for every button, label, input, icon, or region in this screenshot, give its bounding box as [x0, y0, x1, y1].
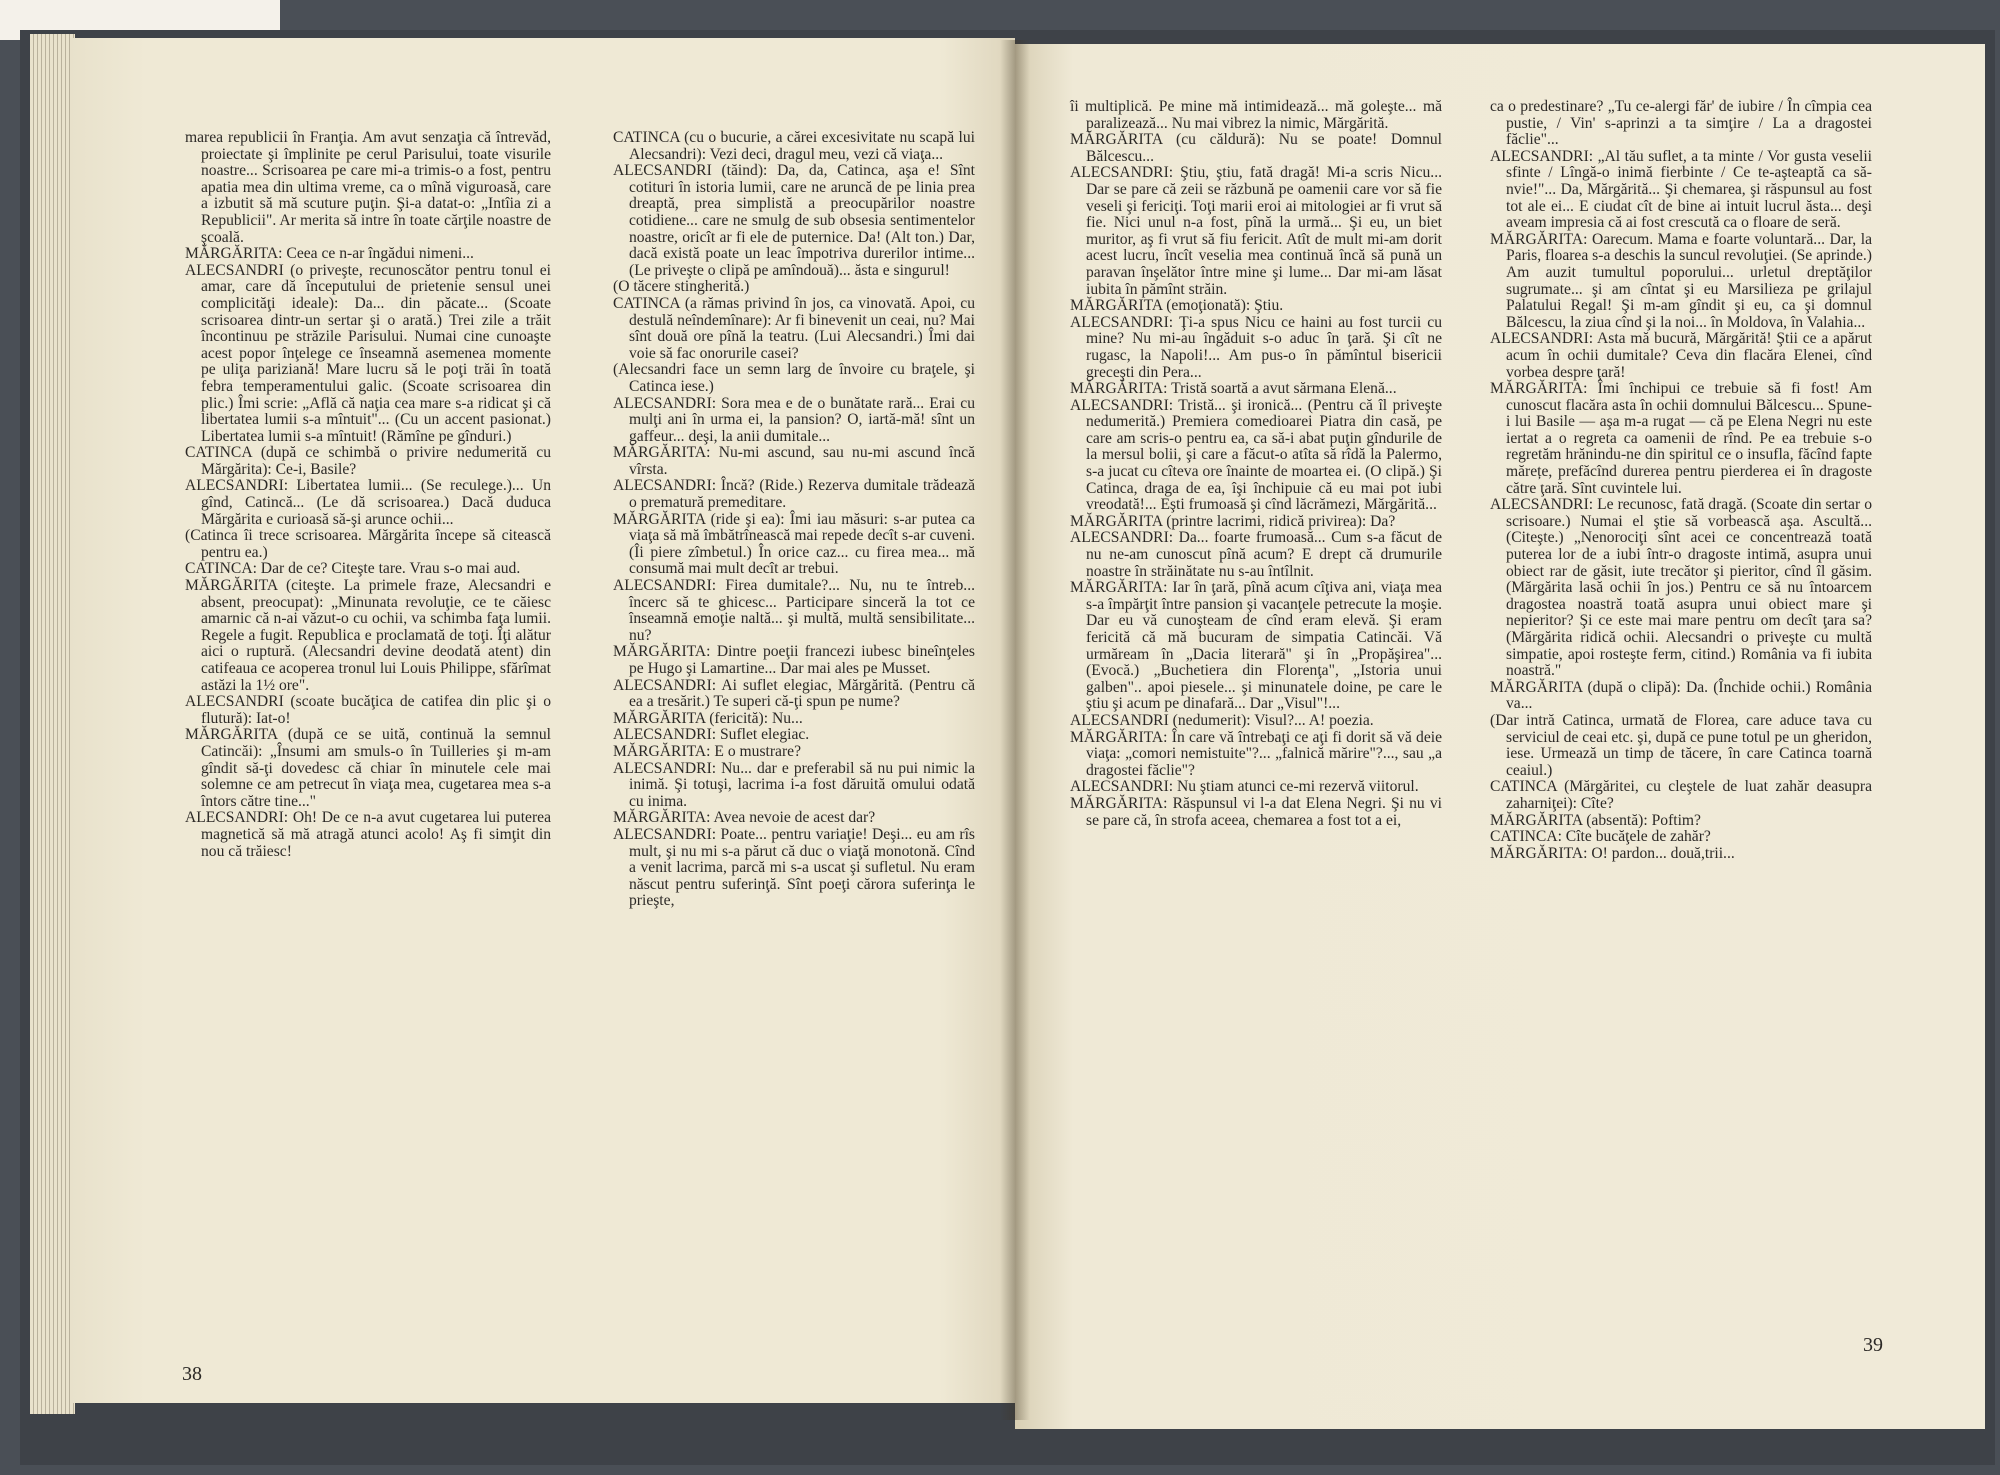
- text-paragraph: ALECSANDRI: Libertatea lumii... (Se reculege.)... Un gînd, Catincă... (Le dă scrisoarea.) Dacă duduca Mărgărita e curioasă să-şi arunce ochii...: [185, 477, 551, 528]
- right-page: [1015, 44, 1985, 1429]
- text-paragraph: MĂRGĂRITA: O! pardon... două,trii...: [1490, 844, 1735, 862]
- text-paragraph: ALECSANDRI: „Al tău suflet, a ta minte / Vor gusta veselii sfinte / Lîngă-o inimă fierbinte / Ce te-aşteaptă ca să-nvie!"... Da, Mărgărită... Şi chemarea, şi răspunsul au fost tot ale ei... E ciudat cît de bine ai intuit lucrul ăsta... deşi aveam impresia că ai fost crescută ca o floare de seră.: [1490, 147, 1872, 232]
- text-paragraph: marea republicii în Franţia. Am avut senzaţia că întrevăd, proiectate şi împlinite pe cerul Parisului, toate visurile noastre... Scrisoarea pe care mi-a trimis-o a fost, pentru apatia mea din ultima vreme, ca o mînă viguroasă, care a izbutit să mă scuture puţin. Şi-a datat-o: „Intîia zi a Republicii". Ar merita să intre în toate cărţile noastre de şcoală.: [185, 129, 551, 246]
- text-paragraph: ALECSANDRI: Tristă... şi ironică... (Pentru că îl priveşte nedumerită.) Premiera comedioarei Piatra din casă, pe care am scris-o pentru ea, ca să-i abat puţin gîndurile de la mersul bolii, şi care a făcut-o atîta să rîdă la Palermo, s-a jucat cu cîteva ore înainte de moartea ei. (O clipă.) Şi Catinca, draga de ea, îşi închipuie că eu mai pot iubi vreodată!... Eşti frumoasă şi cînd lăcrămezi, Mărgărită...: [1070, 396, 1442, 514]
- text-paragraph: ALECSANDRI: Încă? (Ride.) Rezerva dumitale trădează o prematură premeditare.: [613, 477, 975, 512]
- page-number-right: 39: [1863, 1334, 1883, 1356]
- text-paragraph: ALECSANDRI: Da... foarte frumoasă... Cum s-a făcut de nu ne-am cunoscut pînă acum? E drept că drumurile noastre în străinătate nu s-au întîlnit.: [1070, 529, 1442, 580]
- text-paragraph: îi multiplică. Pe mine mă intimidează... mă goleşte... mă paralizează... Nu mai vibrez la nimic, Mărgărită.: [1070, 98, 1442, 132]
- text-paragraph: MĂRGĂRITA (după ce se uită, continuă la semnul Catincăi): „Însumi am smuls-o în Tuilleries şi m-am gîndit să-ţi dovedesc că chiar în minutele cele mai solemne ce am petrecut în viaţa mea, cugetarea mea s-a întors către tine...": [185, 726, 551, 810]
- text-paragraph: (Dar intră Catinca, urmată de Florea, care aduce tava cu serviciul de ceai etc. şi, după ce pune totul pe un gheridon, iese. Urmează un timp de tăcere, în care Catinca toarnă ceaiul.): [1490, 711, 1872, 779]
- text-paragraph: CATINCA: Cîte bucăţele de zahăr?: [1490, 828, 1711, 846]
- text-paragraph: MĂRGĂRITA (ride şi ea): Îmi iau măsuri: s-ar putea ca viaţa să mă îmbătrînească mai repede decît s-ar cuveni. (Îi piere zîmbetul.) În orice caz... cu firea mea... mă consumă mai mult decît ar trebui.: [613, 510, 975, 578]
- text-paragraph: (Catinca îi trece scrisoarea. Mărgărita începe să citească pentru ea.): [185, 527, 551, 561]
- text-paragraph: MĂRGĂRITA: Dintre poeţii francezi iubesc bineînţeles pe Hugo şi Lamartine... Dar mai ales pe Musset.: [613, 643, 975, 677]
- text-paragraph: ca o predestinare? „Tu ce-alergi făr' de iubire / În cîmpia cea pustie, / Vin' s-aprinzi a ta simţire / La a dragostei făclie"...: [1490, 98, 1872, 149]
- text-paragraph: MĂRGĂRITA: Avea nevoie de acest dar?: [613, 809, 876, 827]
- text-paragraph: ALECSANDRI: Poate... pentru variaţie! Deşi... eu am rîs mult, şi nu mi s-a părut că duc o viaţă monotonă. Cînd a venit lacrima, parcă mi s-a uscat şi sufletul. Nu eram născut pentru suferinţă. Sînt poeţi cărora suferinţa le prieşte,: [613, 825, 975, 910]
- text-paragraph: ALECSANDRI: Le recunosc, fată dragă. (Scoate din sertar o scrisoare.) Numai el ştie să vorbească aşa. Ascultă... (Citeşte.) „Nenorociţi sînt acei ce concentrează toată puterea lor de a iubi într-o dragoste intimă, asupra unui obiect rar de găsit, iute trecător şi pieritor, cînd îl găsim. (Mărgărita lasă ochii în jos.) Pentru ce să nu întoarcem dragostea noastră toată asupra unui obiect mare şi nepieritor? Şi ce este mai mare pentru om decît ţara sa? (Mărgărita ridică ochii. Alecsandri o priveşte cu multă simpatie, apoi rosteşte ferm, citind.) România va fi iubita noastră.": [1490, 496, 1872, 680]
- text-paragraph: ALECSANDRI (nedumerit): Visul?... A! poezia.: [1070, 711, 1374, 729]
- page-number-left: 38: [182, 1363, 202, 1385]
- text-paragraph: ALECSANDRI: Nu ştiam atunci ce-mi rezervă viitorul.: [1070, 778, 1419, 796]
- text-paragraph: MĂRGĂRITA (absentă): Poftim?: [1490, 811, 1701, 829]
- right-column-1: [1070, 99, 1442, 829]
- left-page: [70, 38, 1015, 1403]
- book-gutter: [1000, 40, 1030, 1420]
- text-paragraph: ALECSANDRI (scoate bucăţica de catifea din plic şi o flutură): Iat-o!: [185, 693, 551, 727]
- text-paragraph: CATINCA (a rămas privind în jos, ca vinovată. Apoi, cu destulă neîndemînare): Ar fi binevenit un ceai, nu? Mai sînt două ore pînă la teatru. (Lui Alecsandri.) Îmi dai voie să fac onorurile casei?: [613, 294, 975, 362]
- text-paragraph: CATINCA: Dar de ce? Citeşte tare. Vrau s-o mai aud.: [185, 560, 521, 578]
- text-paragraph: MĂRGĂRITA (după o clipă): Da. (Închide ochii.) România va...: [1490, 678, 1872, 713]
- right-column-2: [1490, 99, 1872, 862]
- text-paragraph: ALECSANDRI: Oh! De ce n-a avut cugetarea lui puterea magnetică să mă atragă atunci acolo! Aş fi simţit din nou că trăiesc!: [185, 809, 551, 860]
- text-paragraph: CATINCA (cu o bucurie, a cărei excesivitate nu scapă lui Alecsandri): Vezi deci, dragul meu, vezi că viaţa...: [613, 129, 975, 163]
- text-paragraph: CATINCA (după ce schimbă o privire nedumerită cu Mărgărita): Ce-i, Basile?: [185, 444, 551, 478]
- text-paragraph: MĂRGĂRITA: Iar în ţară, pînă acum cîţiva ani, viaţa mea s-a împărţit între pansion şi vacanţele petrecute la moşie. Dar eu vă cunoşteam de cînd eram elevă. Şi eram fericită că mă bucuram de simpatia Catincăi. Vă urmăream în „Dacia literară" şi în „Propăşirea"... (Evocă.) „Buchetiera din Florenţa", „Istoria unui galben".. apoi piesele... şi minunatele doine, pe care le ştiu şi acum pe dinafară... Dar „Visul"!...: [1070, 579, 1442, 713]
- text-paragraph: MĂRGĂRITA: Tristă soartă a avut sărmana Elenă...: [1070, 380, 1397, 398]
- text-paragraph: MĂRGĂRITA: Ceea ce n-ar îngădui nimeni...: [185, 245, 474, 263]
- text-paragraph: ALECSANDRI: Nu... dar e preferabil să nu pui nimic la inimă. Şi totuşi, lacrima i-a fost dăruită omului odată cu inima.: [613, 759, 975, 810]
- text-paragraph: ALECSANDRI: Asta mă bucură, Mărgărită! Ştii ce a apărut acum în ochii dumitale? Ceva din flacăra Elenei, cînd vorbea despre ţară!: [1490, 330, 1872, 381]
- text-paragraph: ALECSANDRI: Ţi-a spus Nicu ce haini au fost turcii cu mine? Nu mi-au îngăduit s-o aduc în ţară. Şi cît ne rugasc, la Napoli!... Am pus-o în pămîntul bisericii greceşti din Pera...: [1070, 313, 1442, 381]
- text-paragraph: MĂRGĂRITA (cu căldură): Nu se poate! Domnul Bălcescu...: [1070, 131, 1442, 165]
- text-paragraph: MĂRGĂRITA (fericită): Nu...: [613, 709, 803, 727]
- text-paragraph: ALECSANDRI (tăind): Da, da, Catinca, aşa e! Sînt cotituri în istoria lumii, care ne aruncă de pe linia prea dreaptă, prea simplistă a preocupărilor noastre cotidiene... care ne smulg de sub obsesia sentimentelor noastre, oricît ar fi ele de puternice. Da! (Alt ton.) Dar, dacă există poate un leac împotriva durerilor intime... (Le priveşte o clipă pe amîndouă)... ăsta e singurul!: [613, 162, 975, 279]
- text-paragraph: ALECSANDRI (o priveşte, recunoscător pentru tonul ei amar, care dă începutului de prietenie sensul unei complicităţi ideale): Da... din păcate... (Scoate scrisoarea dintr-un sertar şi o arată.) Trei zile a trăit încontinuu pe străzile Parisului. Numai cine cunoaşte acest popor înţelege ce înseamnă asemenea momente pe uliţa pariziană! Mare lucru să le poţi trăi în toată febra temperamentului galic. (Scoate scrisoarea din plic.) Îmi scrie: „Află că naţia cea mare s-a ridicat şi că libertatea lumii s-a mîntuit"... (Cu un accent pasionat.) Libertatea lumii s-a mîntuit! (Rămîne pe gînduri.): [185, 261, 551, 445]
- text-paragraph: MĂRGĂRITA (emoţionată): Ştiu.: [1070, 297, 1284, 315]
- left-column-1: [185, 130, 551, 860]
- text-paragraph: MĂRGĂRITA: Oarecum. Mama e foarte voluntară... Dar, la Paris, floarea s-a deschis la suncul revoluţiei. (Se aprinde.) Am auzit tumultul poporului... urletul dreptăţilor sugrumate... şi am cîntat şi eu Marsilieza pe grilajul Palatului Regal! Şi m-am gîndit şi eu, ca şi domnul Bălcescu, la ziua cînd şi la noi... în Moldova, în Valahia...: [1490, 230, 1872, 331]
- left-column-2: [613, 130, 975, 910]
- text-paragraph: MĂRGĂRITA: În care vă întrebaţi ce aţi fi dorit să vă deie viaţa: „comori nemistuite"?... „falnică mărire"?..., sau „a dragostei făclie"?: [1070, 728, 1442, 779]
- text-paragraph: MĂRGĂRITA: Nu-mi ascund, sau nu-mi ascund încă vîrsta.: [613, 444, 975, 478]
- page-edges: [30, 34, 75, 1414]
- text-paragraph: MĂRGĂRITA: E o mustrare?: [613, 742, 802, 760]
- text-paragraph: ALECSANDRI: Suflet elegiac.: [613, 726, 810, 744]
- text-paragraph: MĂRGĂRITA: Îmi închipui ce trebuie să fi fost! Am cunoscut flacăra asta în ochii domnului Bălcescu... Spune-i lui Basile — aşa m-a rugat — că pe Elena Negri nu este iertat a o regreta ca oamenii de rînd. Pe ea trebuie s-o regretăm hrănindu-ne din spiritul ce o insufla, făcînd fapte mărețe, prefăcînd durerea pentru pierderea ei în dragoste către ţară. Sînt cuvintele lui.: [1490, 380, 1872, 497]
- text-paragraph: ALECSANDRI: Sora mea e de o bunătate rară... Erai cu mulţi ani în urma ei, la pansion? O, iartă-mă! sînt un gaffeur... deşi, la anii dumitale...: [613, 394, 975, 445]
- text-paragraph: ALECSANDRI: Ai suflet elegiac, Mărgărită. (Pentru că ea a tresărit.) Te superi că-ţi spun pe nume?: [613, 676, 975, 711]
- text-paragraph: ALECSANDRI: Ştiu, ştiu, fată dragă! Mi-a scris Nicu... Dar se pare că zeii se răzbună pe oamenii care vor să fie veseli şi fericiţi. Toţi marii eroi ai mitologiei ar fi vrut să fie. Nici unul n-a fost, pînă la urmă... Şi eu, un biet muritor, aş fi vrut să fiu fericit. Atît de mult mi-am dorit acest lucru, încît veselia mea continuă încă să pună un paravan înşelător între mine şi lume... Dar mi-am lăsat iubita în pămînt străin.: [1070, 164, 1442, 298]
- text-paragraph: CATINCA (Mărgăritei, cu cleştele de luat zahăr deasupra zaharniţei): Cîte?: [1490, 778, 1872, 812]
- text-paragraph: ALECSANDRI: Firea dumitale?... Nu, nu te întreb... încerc să te ghicesc... Participare sinceră la tot ce înseamnă emoţie naltă... şi multă, multă sensibilitate... nu?: [613, 577, 975, 644]
- text-paragraph: (Alecsandri face un semn larg de învoire cu braţele, şi Catinca iese.): [613, 361, 975, 395]
- text-paragraph: MĂRGĂRITA: Răspunsul vi l-a dat Elena Negri. Şi nu vi se pare că, în strofa aceea, chemarea a fost tot a ei,: [1070, 794, 1442, 829]
- text-paragraph: MĂRGĂRITA (printre lacrimi, ridică privirea): Da?: [1070, 512, 1396, 530]
- text-paragraph: (O tăcere stingherită.): [613, 278, 750, 296]
- text-paragraph: MĂRGĂRITA (citeşte. La primele fraze, Alecsandri e absent, preocupat): „Minunata revoluţie, ce te căiesc amarnic că n-ai văzut-o cu ochii, va schimba faţa lumii. Regele a fugit. Republica e proclamată de toţi. Îţi alătur aici o ruptură. (Alecsandri devine deodată atent) din catifeaua ce acoperea tronul lui Louis Philippe, sfărîmat astăzi la 1½ ore".: [185, 577, 551, 694]
